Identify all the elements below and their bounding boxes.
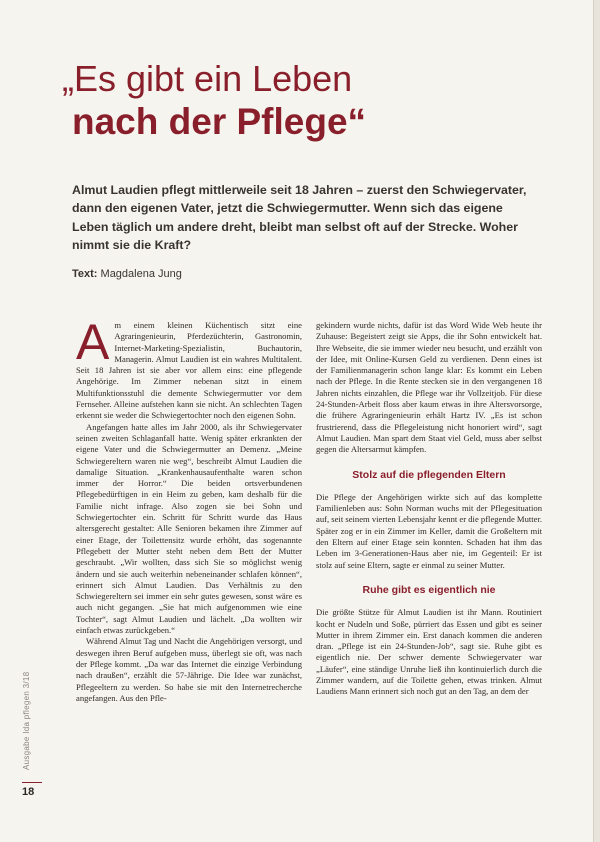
lead-paragraph: Almut Laudien pflegt mittlerweile seit 18 Jahren – zuerst den Schwiegervater, dann den eigenen Vater, jetzt die Schwiegermutter. Wenn sich das eigene Leben täglich um andere dreht, bleibt man selbst oft auf der Strecke. Woher nimmt sie die Kraft?: [72, 183, 527, 252]
subheading-stolz: Stolz auf die pflegenden Eltern: [352, 468, 506, 481]
byline-author: Magdalena Jung: [100, 268, 182, 280]
issue-side-label: Ausgabe Ida pflegen 3/18: [22, 671, 31, 770]
body-paragraph: Die Pflege der Angehörigen wirkte sich auf das komplette Familienleben aus: Sohn Norman wuchs mit der Pflegesituation auf, seit seinem vierten Lebensjahr kennt er die pflegende Mutter. Später zog er in ein Zimmer im Keller, damit die Großeltern mit den Eltern auf einer Etage sein konnten. Schaden hat ihm das Leben im 3-Generationen-Haus aber nie, im Gegenteil: Er ist stolz auf seine Eltern, sagte er einmal zu seiner Mutter.: [316, 491, 542, 570]
byline: [72, 268, 182, 280]
byline-label: Text:: [72, 268, 98, 280]
article-column-right: [316, 320, 542, 698]
body-paragraph: Während Almut Tag und Nacht die Angehörigen versorgt, und deswegen ihren Beruf aufgeben muss, überlegt sie oft, was nach der Pflege kommt. „Da war das Internet die einzige Verbindung nach draußen“, erzählt die 57-Jährige. Die Idee war zunächst, Pflegeeltern zu werden. So habe sie mit den Internetrecherche angefangen. Aus den Pfle-: [76, 636, 302, 703]
body-paragraph: m einem kleinen Küchentisch sitzt eine Agraringenieurin, Pferdezüchterin, Gastronomin, Internet-Marketing-Spezialistin, Buchautorin, Managerin. Almut Laudien ist ein wahres Multitalent. Seit 18 Jahren ist sie aber vor allem eins: eine pflegende Angehörige. Im Zimmer nebenan sitzt in einem Multifunktionsstuhl die demente Schwiegermutter vor dem Fernseher. Alleine aufstehen kann sie nicht. An schlechten Tagen erkennt sie weder die Schwiegertochter noch den eigenen Sohn.: [76, 320, 302, 421]
page-edge: [593, 0, 600, 842]
page-number-rule: [22, 782, 42, 783]
headline-line-2: nach der Pflege“: [72, 101, 367, 142]
page-number: 18: [22, 786, 35, 798]
headline: [62, 58, 522, 144]
subheading-ruhe: Ruhe gibt es eigentlich nie: [362, 583, 496, 596]
body-paragraph: Angefangen hatte alles im Jahr 2000, als ihr Schwiegervater seinen zweiten Schlaganfall hatte. Wenig später erkrankten der eigene Vater und die Schwiegermutter an Demenz. „Meine Schwiegereltern waren nie weg“, beschreibt Almut Laudien die damalige Situation. „Krankenhausaufenthalte waren schon immer der Horror.“ Die beiden ortsverbundenen Pflegebedürftigen in ein Heim zu geben, kam deshalb für die Familie nicht infrage. Also zogen sie bei Sohn und Schwiegertochter ein. Schritt für Schritt wurde das Haus altersgerecht gestaltet: Alle Senioren bekamen ihre Zimmer auf einer Etage, der Toilettensitz wurde erhöht, das sogenannte Pflegebett der Mutter steht neben dem Bett der Mutter geschraubt. „Wir wollten, dass sich Sie so möglichst wenig ändern und sie auch weiterhin nebeneinander schlafen können“, erinnert sich Almut Laudien. Das Verhältnis zu den Schwiegereltern sei immer ein sehr gutes gewesen, sonst wäre es auch nicht gegangen. „Sie hat mich aufgenommen wie eine Tochter“, sagt Almut Laudien und lächelt. „Da wollten wir einfach etwas zurückgeben.“: [76, 421, 302, 636]
article-column-left: [76, 314, 302, 704]
body-paragraph: Die größte Stütze für Almut Laudien ist ihr Mann. Routiniert kocht er Nudeln und Soße, pürriert das Essen und gibt es seiner Mutter in ihrem Zimmer ein. Erst danach kommen die anderen dran. „Pflege ist ein 24-Stunden-Job“, sagt sie. Ruhe gibt es eigentlich nie. Der schwer demente Schwiegervater war „Läufer“, eine ständige Unruhe ließ ihn kontinuierlich durch die Zimmer wandern, auf die Toilette gehen, etwas trinken. Almut Laudiens Mann erinnert sich noch gut an den Tag, an dem der: [316, 607, 542, 697]
drop-cap: A: [76, 314, 110, 370]
body-paragraph: gekindern wurde nichts, dafür ist das Word Wide Web heute ihr Zuhause: Begeistert zeigt sie Apps, die ihr Sohn entwickelt hat. Ihre Webseite, die sie immer wieder neu besucht, und erzählt von der Idee, mit Online-Kursen Geld zu verdienen. Denn eines ist der Familienmanagerin schon lange klar: Es kommt ein Leben nach der Pflege. In die Rente stecken sie in den vergangenen 18 Jahren nichts einzahlen, die Pflege war ihr Vollzeitjob. Für diese 24-Stunden-Arbeit floss aber kaum etwas in ihre Altersvorsorge, die frühere Agraringenieurin erhält Hartz IV. „Es ist schon frustrierend, dass die Pflegeleistung nicht honoriert wird“, sagt Almut Laudien. Man spart dem Staat viel Geld, muss aber selbst gegen die Altersarmut kämpfen.: [316, 320, 542, 455]
headline-line-1: „Es gibt ein Leben: [62, 58, 353, 99]
